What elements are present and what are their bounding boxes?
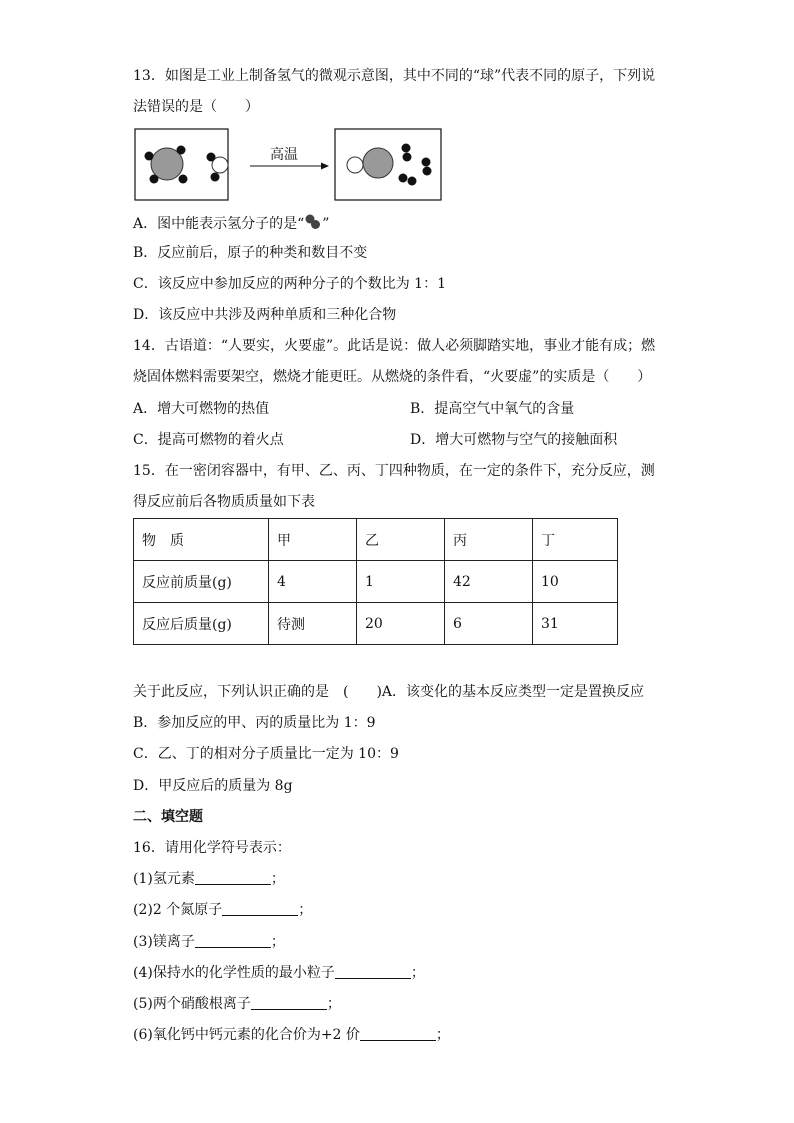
table-header-cell: 甲 (269, 519, 357, 561)
reactant-h2o-molecule (207, 153, 229, 182)
product-h2-molecule-1 (402, 144, 412, 162)
q14-stem-line2: 烧固体燃料需要架空，燃烧才能更旺。从燃烧的条件看，“火要虚”的实质是（ ） (133, 369, 652, 385)
q13-option-d: D．该反应中共涉及两种单质和三种化合物 (133, 307, 397, 323)
q13-option-c: C．该反应中参加反应的两种分子的个数比为 1：1 (133, 276, 446, 292)
q13-option-a-suffix: ” (322, 216, 330, 232)
q13-option-a (133, 213, 329, 234)
table-header-cell: 丁 (533, 519, 618, 561)
q15-option-d: D．甲反应后的质量为 8g (133, 778, 293, 794)
q16-item-5 (133, 994, 341, 1014)
condition-label: 高温 (270, 147, 298, 163)
q16-item-label: (5)两个硝酸根离子 (133, 996, 251, 1012)
q13-option-a-prefix: A．图中能表示氢分子的是“ (133, 216, 305, 232)
table-cell: 10 (533, 561, 618, 603)
h2-molecule-icon (304, 213, 322, 231)
q16-item-end: ； (270, 871, 285, 887)
mass-table (133, 518, 618, 645)
answer-blank[interactable] (335, 964, 411, 979)
q15-stem-line1: 15．在一密闭容器中，有甲、乙、丙、丁四种物质，在一定的条件下，充分反应，测 (133, 463, 655, 479)
table-header-cell: 乙 (357, 519, 445, 561)
product-h2-molecule-3 (399, 174, 417, 186)
q16-item-end: ； (298, 902, 313, 918)
q16-item-4 (133, 963, 425, 983)
answer-blank[interactable] (195, 870, 271, 885)
q15-stem-line3: 关于此反应，下列认识正确的是 ( )A．该变化的基本反应类型一定是置换反应 (133, 684, 645, 700)
table-header-row (134, 519, 618, 561)
q16-stem: 16．请用化学符号表示： (133, 840, 291, 856)
q15-option-b: B．参加反应的甲、丙的质量比为 1：9 (133, 715, 376, 731)
q13-option-b: B．反应前后，原子的种类和数目不变 (133, 245, 368, 261)
table-cell: 4 (269, 561, 357, 603)
reaction-diagram-svg (133, 128, 443, 202)
answer-blank[interactable] (195, 933, 271, 948)
table-cell: 20 (357, 603, 445, 645)
q14-option-c: C．提高可燃物的着火点 (133, 432, 284, 448)
table-row (134, 603, 618, 645)
table-header-cell: 丙 (445, 519, 533, 561)
product-h2-molecule-2 (422, 158, 432, 176)
q16-item-end: ； (270, 934, 285, 950)
table-cell: 42 (445, 561, 533, 603)
q16-item-6 (133, 1025, 450, 1045)
q16-item-label: (6)氧化钙中钙元素的化合价为+2 价 (133, 1027, 360, 1043)
table-cell: 6 (445, 603, 533, 645)
q16-item-end: ； (435, 1027, 450, 1043)
answer-blank[interactable] (251, 995, 327, 1010)
q16-item-label: (1)氢元素 (133, 871, 195, 887)
table-header-cell: 物 质 (134, 519, 269, 561)
q16-item-end: ； (326, 996, 341, 1012)
table-cell: 反应前质量(g) (134, 561, 269, 603)
q13-stem-line2: 法错误的是（ ） (133, 99, 259, 115)
reaction-diagram (133, 128, 443, 202)
q16-item-1 (133, 869, 285, 889)
q16-item-label: (4)保持水的化学性质的最小粒子 (133, 965, 335, 981)
q13-stem-line1: 13．如图是工业上制备氢气的微观示意图，其中不同的“球”代表不同的原子，下列说 (133, 68, 656, 84)
table-cell: 待测 (269, 603, 357, 645)
q14-option-d: D．增大可燃物与空气的接触面积 (410, 432, 618, 448)
q16-item-2 (133, 900, 312, 920)
product-co-molecule (347, 148, 393, 178)
section-title: 二、填空题 (133, 809, 203, 825)
q14-option-a: A．增大可燃物的热值 (133, 401, 270, 417)
q16-item-label: (2)2 个氮原子 (133, 902, 223, 918)
answer-blank[interactable] (360, 1026, 436, 1041)
answer-blank[interactable] (222, 901, 298, 916)
q16-item-label: (3)镁离子 (133, 934, 195, 950)
q15-option-c: C．乙、丁的相对分子质量比一定为 10：9 (133, 746, 399, 762)
table-cell: 1 (357, 561, 445, 603)
q14-stem-line1: 14．古语道：“人要实，火要虚”。此话是说：做人必须脚踏实地，事业才能有成；燃 (133, 338, 656, 354)
q15-stem-line2: 得反应前后各物质质量如下表 (133, 494, 315, 510)
q16-item-end: ； (410, 965, 425, 981)
table-cell: 31 (533, 603, 618, 645)
table-cell: 反应后质量(g) (134, 603, 269, 645)
reactant-ch4-molecule (145, 146, 188, 184)
q16-item-3 (133, 932, 285, 952)
table-row (134, 561, 618, 603)
q14-option-b: B．提高空气中氧气的含量 (410, 401, 575, 417)
